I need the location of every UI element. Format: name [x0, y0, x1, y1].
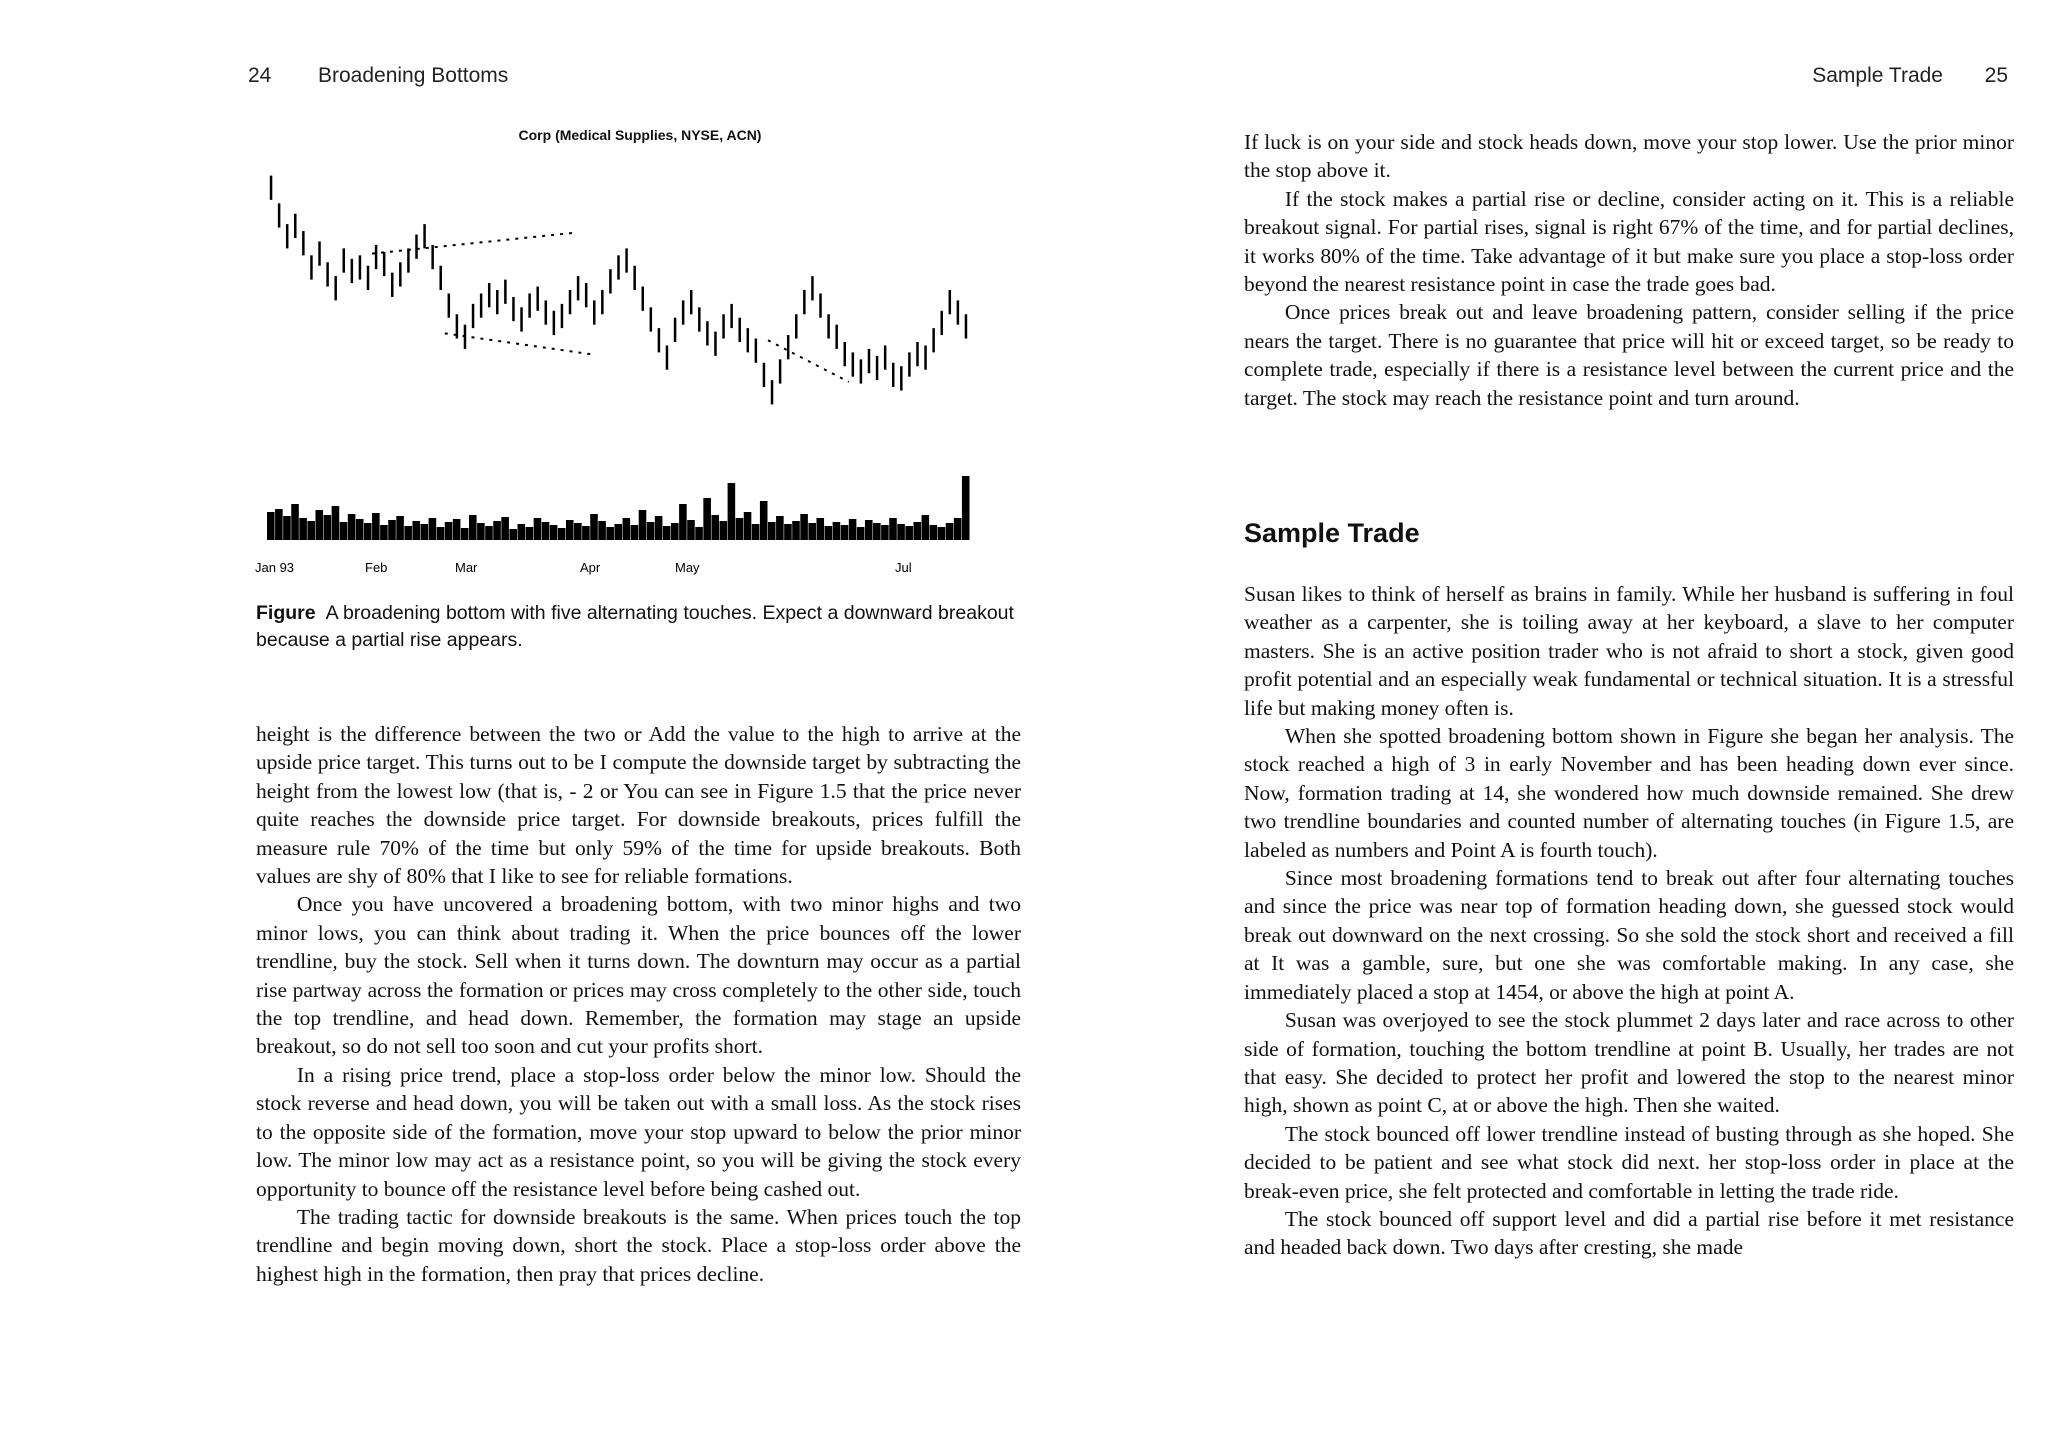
- paragraph: The stock bounced off support level and did a partial rise before it met resistance and headed back down. Two days after cresting, she made: [1244, 1206, 2014, 1260]
- volume-bar: [720, 521, 728, 540]
- volume-bar: [275, 509, 283, 540]
- volume-bar: [841, 525, 849, 540]
- figure-chart: [255, 120, 1025, 590]
- volume-bar: [283, 516, 291, 540]
- volume-bar: [631, 525, 639, 540]
- volume-bar: [453, 519, 461, 540]
- volume-bar: [760, 501, 768, 540]
- volume-bar: [404, 526, 412, 540]
- volume-bar: [606, 527, 614, 540]
- volume-bar: [865, 520, 873, 540]
- volume-bar: [639, 510, 647, 540]
- price-bars-group: [271, 176, 966, 405]
- volume-bar: [687, 520, 695, 540]
- paragraph: If luck is on your side and stock heads down, move your stop lower. Use the prior minor the stop above it.: [1244, 130, 2014, 183]
- volume-bar: [493, 521, 501, 540]
- volume-bar: [590, 514, 598, 540]
- volume-bar: [307, 521, 315, 540]
- volume-bar: [550, 525, 558, 540]
- volume-bar: [623, 518, 631, 540]
- volume-bar: [509, 529, 517, 540]
- volume-bar: [776, 516, 784, 540]
- volume-bar: [833, 522, 841, 540]
- paragraph: Susan was overjoyed to see the stock plummet 2 days later and race across to other side of formation, touching the bottom trendline at point B. Usually, her trades are not that easy. She decided to protect her profit and lowered the stop to the nearest minor high, shown as point C, at or above the high. Then she waited.: [1244, 1008, 2014, 1118]
- left-page-number: 24: [248, 64, 272, 87]
- volume-bar: [348, 514, 356, 540]
- volume-bar: [647, 522, 655, 540]
- left-body-text: [256, 720, 1021, 1288]
- volume-bar: [421, 524, 429, 540]
- x-tick-label: Jul: [895, 560, 912, 575]
- paragraph: height is the difference between the two or Add the value to the high to arrive at the upside price target. This turns out to be I compute the downside target by subtracting the height from the lowest low (that is, - 2 or You can see in Figure 1.5 that the price never quite reaches the downside price target. For downside breakouts, prices fulfill the measure rule 70% of the time but only 59% of the time for upside breakouts. Both values are shy of 80% that I like to see for reliable formations.: [256, 722, 1021, 889]
- volume-bar: [582, 526, 590, 540]
- volume-bar: [808, 523, 816, 540]
- volume-bar: [485, 526, 493, 540]
- volume-bar: [501, 517, 509, 540]
- paragraph: Once prices break out and leave broadening pattern, consider selling if the price nears the target. There is no guarantee that price will hit or exceed target, so be ready to complete trade, especially if there is a resistance level between the current price and the target. The stock may reach the resistance point and turn around.: [1244, 300, 2014, 410]
- volume-bar: [558, 528, 566, 540]
- price-volume-chart: [255, 120, 1025, 590]
- volume-bar: [380, 525, 388, 540]
- volume-bar: [913, 522, 921, 540]
- bottom-trendline: [445, 333, 590, 354]
- volume-bar: [332, 506, 340, 540]
- volume-bar: [364, 523, 372, 540]
- x-tick-label: Mar: [455, 560, 478, 575]
- volume-bar: [267, 512, 275, 540]
- volume-bar: [695, 527, 703, 540]
- x-tick-label: Jan 93: [255, 560, 295, 575]
- volume-bar: [356, 519, 364, 540]
- volume-bar: [800, 514, 808, 540]
- volume-bar: [744, 512, 752, 540]
- paragraph: Since most broadening formations tend to break out after four alternating touches and since the price was near top of formation heading down, she guessed stock would break out downward on the next crossing. So she sold the stock short and received a fill at It was a gamble, sure, but one she was comfortable making. In any case, she immediately placed a stop at 1454, or above the high at point A.: [1244, 866, 2014, 1004]
- x-tick-label: Apr: [580, 560, 601, 575]
- volume-bar: [962, 476, 970, 540]
- volume-bar: [857, 527, 865, 540]
- x-tick-labels-group: [255, 560, 912, 575]
- volume-bar: [825, 526, 833, 540]
- volume-bar: [736, 518, 744, 540]
- figure-caption-label: Figure: [256, 602, 316, 624]
- volume-bar: [768, 522, 776, 540]
- volume-bar: [412, 521, 420, 540]
- volume-bar: [445, 522, 453, 540]
- volume-bar: [752, 524, 760, 540]
- volume-bar: [946, 523, 954, 540]
- volume-bar: [461, 528, 469, 540]
- volume-bar: [655, 516, 663, 540]
- volume-bar: [849, 519, 857, 540]
- volume-bar: [542, 522, 550, 540]
- figure-caption: [256, 600, 1024, 654]
- volume-bar: [469, 515, 477, 540]
- top-trendline: [372, 233, 574, 254]
- volume-bar: [429, 518, 437, 540]
- volume-bar: [897, 524, 905, 540]
- volume-bar: [526, 527, 534, 540]
- section-heading: Sample Trade: [1244, 518, 1420, 548]
- volume-bar: [679, 504, 687, 540]
- volume-bar: [792, 521, 800, 540]
- volume-bar: [574, 523, 582, 540]
- right-page-number: 25: [1984, 64, 2008, 87]
- paragraph: The stock bounced off lower trendline instead of busting through as she hoped. She decided to be patient and see what stock did next. her stop-loss order in place at the break-even price, she felt protected and comfortable in letting the trade ride.: [1244, 1121, 2014, 1203]
- chart-title: Corp (Medical Supplies, NYSE, ACN): [518, 127, 762, 143]
- volume-bar: [954, 518, 962, 540]
- volume-bar: [816, 518, 824, 540]
- paragraph: In a rising price trend, place a stop-loss order below the minor low. Should the stock reverse and head down, you will be taken out with a small loss. As the stock rises to the opposite side of the formation, move your stop upward to below the prior minor low. The minor low may act as a resistance point, so you will be giving the stock every opportunity to bounce off the resistance level before being cashed out.: [256, 1062, 1021, 1201]
- volume-bar: [930, 525, 938, 540]
- volume-bar: [534, 518, 542, 540]
- volume-bar: [324, 515, 332, 540]
- volume-bar: [299, 518, 307, 540]
- volume-bar: [437, 527, 445, 540]
- volume-bar: [614, 524, 622, 540]
- right-body-text-bottom: [1244, 580, 2014, 1262]
- paragraph: The trading tactic for downside breakouts is the same. When prices touch the top trendline and begin moving down, short the stock. Place a stop-loss order above the highest high in the formation, then pray that prices decline.: [256, 1204, 1021, 1286]
- figure-caption-text: A broadening bottom with five alternating touches. Expect a downward breakout because a partial rise appears.: [256, 602, 1014, 651]
- volume-bar: [671, 523, 679, 540]
- right-running-title: Sample Trade: [1812, 64, 1943, 87]
- volume-bar: [598, 521, 606, 540]
- volume-bar: [784, 524, 792, 540]
- volume-bar: [566, 520, 574, 540]
- volume-bar: [396, 516, 404, 540]
- volume-bar: [922, 515, 930, 540]
- volume-bar: [711, 515, 719, 540]
- volume-bar: [291, 504, 299, 540]
- volume-bar: [703, 498, 711, 540]
- volume-bar: [728, 483, 736, 540]
- volume-bar: [663, 526, 671, 540]
- volume-bar: [873, 523, 881, 540]
- paragraph: When she spotted broadening bottom shown in Figure she began her analysis. The stock reached a high of 3 in early November and has been heading down ever since. Now, formation trading at 14, she wondered how much downside remained. She drew two trendline boundaries and counted number of alternating touches (in Figure 1.5, are labeled as numbers and Point A is fourth touch).: [1244, 724, 2014, 862]
- volume-bar: [905, 526, 913, 540]
- paragraph: Once you have uncovered a broadening bottom, with two minor highs and two minor lows, you can think about trading it. When the price bounces off the lower trendline, buy the stock. Sell when it turns down. The downturn may occur as a partial rise partway across the formation or prices may cross completely to the other side, touch the top trendline, and head down. Remember, the formation may stage an upside breakout, so do not sell too soon and cut your profits short.: [256, 892, 1021, 1059]
- left-running-title: Broadening Bottoms: [318, 64, 509, 87]
- paragraph: If the stock makes a partial rise or decline, consider acting on it. This is a reliable breakout signal. For partial rises, signal is right 67% of the time, and for partial declines, it works 80% of the time. Take advantage of it but make sure you place a stop-loss order beyond the nearest resistance point in case the trade goes bad.: [1244, 186, 2014, 297]
- volume-bar: [372, 513, 380, 540]
- right-page: [1024, 0, 2048, 1447]
- x-tick-label: May: [675, 560, 700, 575]
- volume-bar: [315, 510, 323, 540]
- volume-bars-group: [267, 476, 970, 540]
- volume-bar: [889, 518, 897, 540]
- x-tick-label: Feb: [365, 560, 388, 575]
- right-body-text-top: [1244, 128, 2014, 412]
- volume-bar: [340, 522, 348, 540]
- volume-bar: [388, 520, 396, 540]
- trendlines-group: [372, 233, 849, 382]
- volume-bar: [881, 525, 889, 540]
- volume-bar: [477, 523, 485, 540]
- volume-bar: [938, 527, 946, 540]
- paragraph: Susan likes to think of herself as brains in family. While her husband is suffering in foul weather as a carpenter, she is toiling away at her keyboard, a slave to her computer masters. She is an active position trader who is not afraid to short a stock, given good profit potential and an especially weak fundamental or technical situation. It is a stressful life but making money often is.: [1244, 582, 2014, 720]
- volume-bar: [517, 524, 525, 540]
